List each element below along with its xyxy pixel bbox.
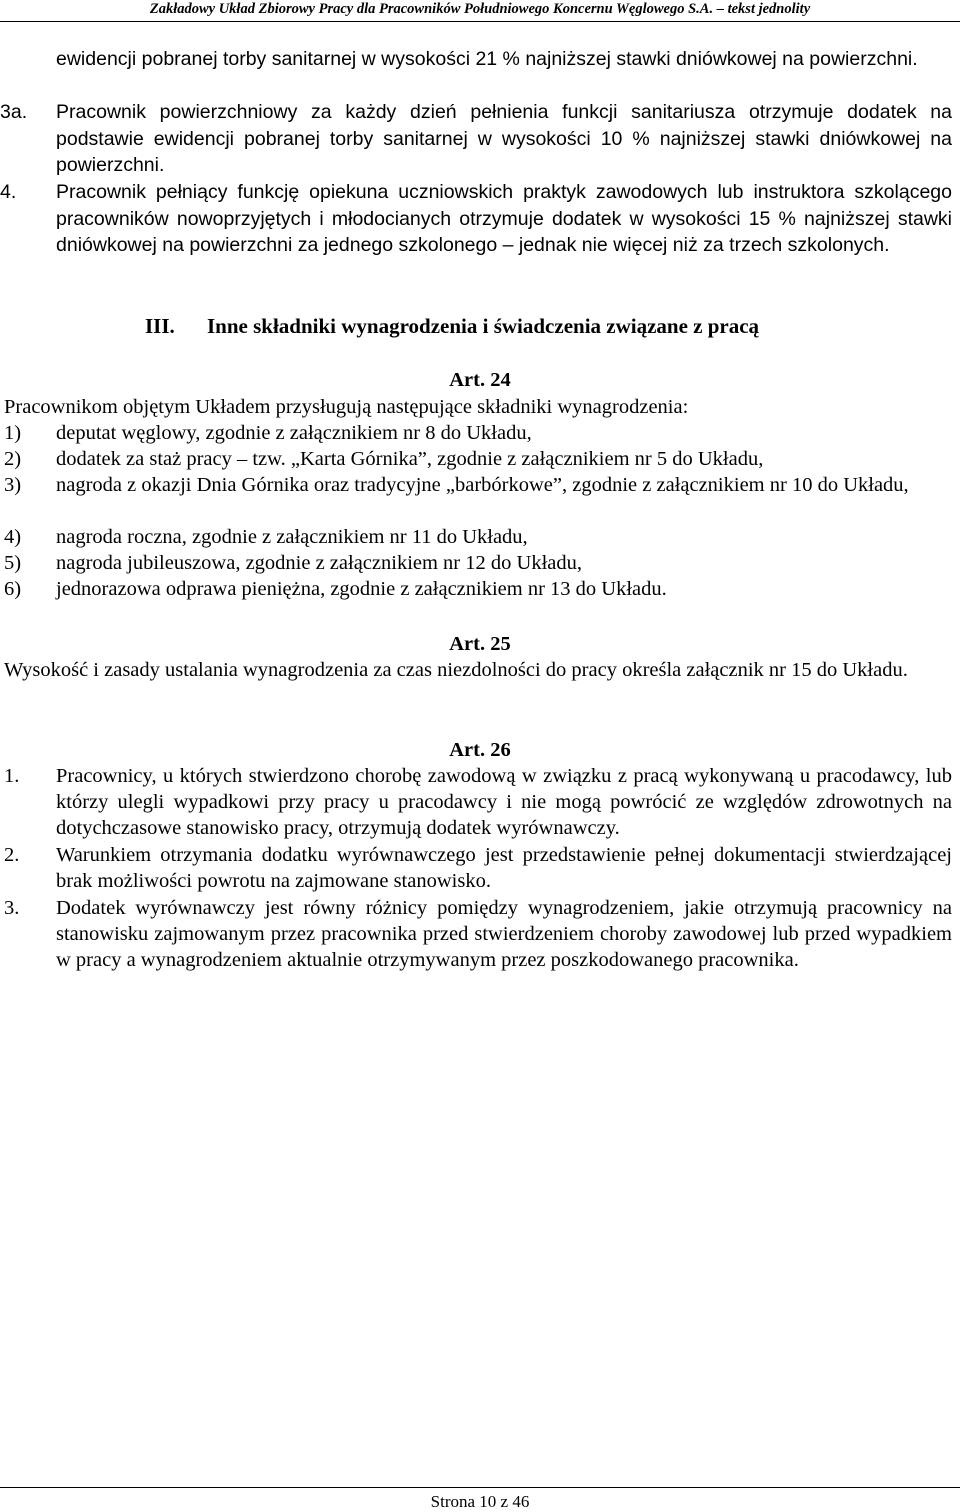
list-item-number: 3.	[4, 897, 20, 919]
list-item	[4, 895, 952, 974]
running-header: Zakładowy Układ Zbiorowy Pracy dla Pracowników Południowego Koncernu Węglowego S.A. – tekst jednolity	[149, 1, 811, 17]
list-item	[4, 763, 952, 842]
list-item-number: 4)	[4, 526, 22, 548]
paragraph-4	[0, 179, 952, 259]
list-item-text: jednorazowa odprawa pieniężna, zgodnie z załącznikiem nr 13 do Układu.	[56, 578, 667, 600]
section-number: III.	[145, 314, 175, 338]
article-25-text: Wysokość i zasady ustalania wynagrodzenia za czas niezdolności do pracy określa załącznik nr 15 do Układu.	[4, 659, 908, 681]
list-item-text: nagroda roczna, zgodnie z załącznikiem nr 11 do Układu,	[56, 526, 528, 548]
paragraph-number: 3a.	[0, 101, 28, 123]
article-heading-26: Art. 26	[449, 739, 511, 761]
list-item-text: Warunkiem otrzymania dodatku wyrównawczego jest przedstawienie pełnej dokumentacji stwierdzającej brak możliwości powrotu na zajmowane stanowisko.	[56, 844, 952, 893]
list-item-number: 6)	[4, 578, 22, 600]
list-item	[4, 524, 952, 550]
section-title: Inne składniki wynagrodzenia i świadczenia związane z pracą	[207, 314, 760, 338]
list-item-number: 2.	[4, 844, 20, 866]
list-item-text: Pracownicy, u których stwierdzono chorobę zawodową w związku z pracą wykonywaną u pracodawcy, lub którzy ulegli wypadkowi przy pracy u pracodawcy i nie mogą powrócić ze względów zdrowotnych na dotychczasowe stanowisko pracy, otrzymują dodatek wyrównawczy.	[56, 765, 952, 840]
list-item-number: 1)	[4, 422, 22, 444]
article-heading-24: Art. 24	[449, 369, 511, 391]
list-item-number: 2)	[4, 448, 22, 470]
list-item-text: nagroda z okazji Dnia Górnika oraz tradycyjne „barbórkowe”, zgodnie z załącznikiem nr 10 do Układu,	[56, 474, 909, 496]
list-item	[4, 420, 952, 446]
paragraph-number: 4.	[0, 181, 17, 203]
list-item	[4, 842, 952, 894]
list-item-number: 5)	[4, 552, 22, 574]
article-heading-25: Art. 25	[449, 633, 511, 655]
list-item	[4, 550, 952, 576]
article-24-intro: Pracownikom objętym Układem przysługują następujące składniki wynagrodzenia:	[4, 396, 689, 418]
list-item-text: deputat węglowy, zgodnie z załącznikiem nr 8 do Układu,	[56, 422, 532, 444]
header-rule	[0, 21, 960, 22]
list-item-text: nagroda jubileuszowa, zgodnie z załącznikiem nr 12 do Układu,	[56, 552, 582, 574]
paragraph-text: Pracownik pełniący funkcję opiekuna uczniowskich praktyk zawodowych lub instruktora szkolącego pracowników nowoprzyjętych i młodocianych otrzymuje dodatek w wysokości 15 % najniższej stawki dniówkowej na powierzchni za jednego szkolonego – jednak nie więcej niż za trzech szkolonych.	[56, 181, 952, 257]
paragraph-text: Pracownik powierzchniowy za każdy dzień pełnienia funkcji sanitariusza otrzymuje dodatek na podstawie ewidencji pobranej torby sanitarnej w wysokości 10 % najniższej stawki dniówkowej na powierzchni.	[56, 101, 952, 177]
list-item	[4, 446, 952, 472]
list-item-text: dodatek za staż pracy – tzw. „Karta Górnika”, zgodnie z załącznikiem nr 5 do Układu,	[56, 448, 764, 470]
footer-rule	[0, 1487, 960, 1488]
list-item	[4, 472, 952, 498]
continuation-paragraph: ewidencji pobranej torby sanitarnej w wysokości 21 % najniższej stawki dniówkowej na powierzchni.	[56, 48, 918, 70]
list-item	[4, 576, 952, 602]
list-item-text: Dodatek wyrównawczy jest równy różnicy pomiędzy wynagrodzeniem, jakie otrzymują pracownicy na stanowisku zajmowanym przez pracownika przed stwierdzeniem choroby zawodowej lub przed wypadkiem w pracy a wynagrodzeniem aktualnie otrzymywanym przez poszkodowanego pracownika.	[56, 897, 952, 972]
list-item-number: 3)	[4, 474, 22, 496]
paragraph-3a	[0, 99, 952, 179]
list-item-number: 1.	[4, 765, 20, 787]
page-number: Strona 10 z 46	[430, 1492, 530, 1511]
